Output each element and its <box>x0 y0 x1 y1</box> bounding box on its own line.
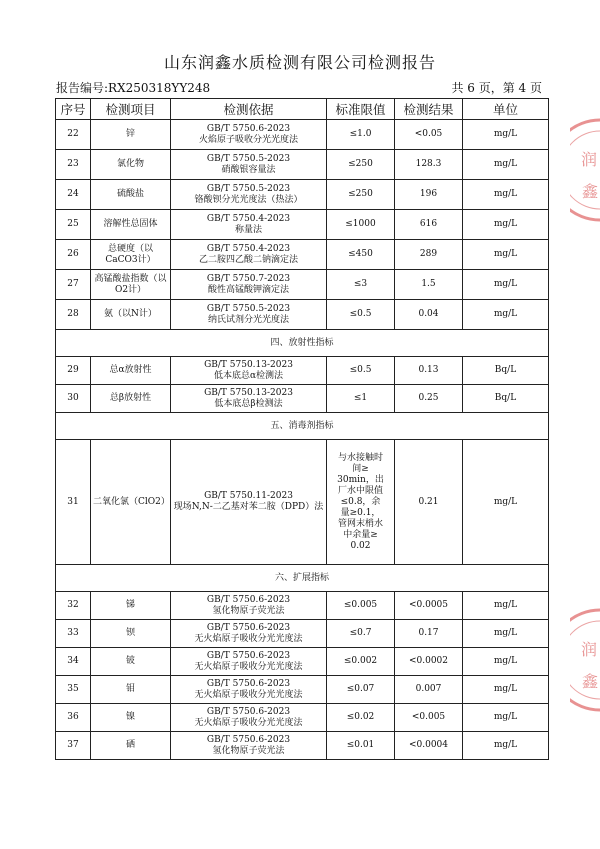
row-result: <0.0004 <box>395 732 463 760</box>
row-no: 23 <box>56 150 91 180</box>
section-disinfectant: 五、消毒剂指标 <box>56 413 549 440</box>
limit-line: 0.02 <box>350 540 371 551</box>
basis-standard: GB/T 5750.5-2023 <box>206 183 291 194</box>
row-unit: mg/L <box>463 240 549 270</box>
row-unit: mg/L <box>463 648 549 676</box>
basis-standard: GB/T 5750.6-2023 <box>206 594 291 605</box>
table-row <box>56 648 549 676</box>
row-unit: Bq/L <box>463 357 549 385</box>
row-no: 22 <box>56 120 91 150</box>
basis-standard: GB/T 5750.6-2023 <box>206 622 291 633</box>
row-limit: ≤3 <box>327 270 395 300</box>
row-basis <box>171 120 327 150</box>
table-row <box>56 592 549 620</box>
row-item: 硒 <box>91 732 171 760</box>
basis-method: 低本底总α检测法 <box>213 370 284 381</box>
header-no: 序号 <box>56 99 91 120</box>
basis-standard: GB/T 5750.4-2023 <box>206 243 291 254</box>
row-no: 24 <box>56 180 91 210</box>
row-unit: Bq/L <box>463 385 549 413</box>
row-item: 总硬度（以CaCO3计） <box>91 240 171 270</box>
table-row <box>56 210 549 240</box>
row-limit: ≤0.002 <box>327 648 395 676</box>
basis-standard: GB/T 5750.4-2023 <box>206 213 291 224</box>
section-extended: 六、扩展指标 <box>56 565 549 592</box>
svg-text:鑫: 鑫 <box>582 672 599 691</box>
row-result: 0.007 <box>395 676 463 704</box>
basis-method: 酸性高锰酸钾滴定法 <box>207 284 289 295</box>
svg-text:鑫: 鑫 <box>582 182 599 201</box>
basis-method: 纳氏试剂分光光度法 <box>207 314 289 325</box>
row-no: 27 <box>56 270 91 300</box>
basis-method: 氢化物原子荧光法 <box>212 745 285 756</box>
row-limit: ≤0.02 <box>327 704 395 732</box>
limit-line: ≤0.8，余 <box>340 496 381 507</box>
row-item: 总β放射性 <box>91 385 171 413</box>
basis-method: 无火焰原子吸收分光光度法 <box>194 661 303 672</box>
row-result: 0.13 <box>395 357 463 385</box>
row-limit: ≤0.5 <box>327 300 395 330</box>
row-limit: ≤0.01 <box>327 732 395 760</box>
basis-method: 低本底总β检测法 <box>214 398 283 409</box>
row-limit: ≤450 <box>327 240 395 270</box>
row-result: <0.0005 <box>395 592 463 620</box>
basis-standard: GB/T 5750.11-2023 <box>204 491 293 501</box>
row-item: 铍 <box>91 648 171 676</box>
row-basis <box>171 357 327 385</box>
limit-line: 30min，出 <box>337 474 384 485</box>
row-unit: mg/L <box>463 210 549 240</box>
row-item: 镍 <box>91 704 171 732</box>
table-row <box>56 150 549 180</box>
row-limit: ≤0.07 <box>327 676 395 704</box>
header-limit: 标准限值 <box>327 99 395 120</box>
basis-method: 无火焰原子吸收分光光度法 <box>194 689 303 700</box>
header-unit: 单位 <box>463 99 549 120</box>
row-item: 二氧化氯（ClO2） <box>91 440 171 565</box>
row-unit: mg/L <box>463 300 549 330</box>
basis-method: 称量法 <box>234 224 262 235</box>
row-unit: mg/L <box>463 592 549 620</box>
row-unit: mg/L <box>463 704 549 732</box>
row-basis <box>171 676 327 704</box>
limit-line: 中余量≥ <box>343 529 378 540</box>
section-row <box>56 330 549 357</box>
limit-line: 厂水中限值 <box>337 485 383 496</box>
row-unit: mg/L <box>463 440 549 565</box>
seal-stamp-upper <box>570 115 600 225</box>
row-item: 硫酸盐 <box>91 180 171 210</box>
row-unit: mg/L <box>463 676 549 704</box>
basis-standard: GB/T 5750.6-2023 <box>206 650 291 661</box>
limit-line: 管网末梢水 <box>337 518 383 529</box>
row-basis <box>171 648 327 676</box>
row-no: 26 <box>56 240 91 270</box>
basis-method: 现场N,N-二乙基对苯二胺（DPD）法 <box>173 502 324 512</box>
row-basis <box>171 210 327 240</box>
row-item: 钼 <box>91 676 171 704</box>
row-result: <0.005 <box>395 704 463 732</box>
row-basis <box>171 240 327 270</box>
page-info: 共 6 页，第 4 页 <box>451 81 542 95</box>
row-result: 616 <box>395 210 463 240</box>
table-header <box>56 99 549 120</box>
row-unit: mg/L <box>463 732 549 760</box>
table-row <box>56 240 549 270</box>
table-row <box>56 440 549 565</box>
row-limit: ≤0.005 <box>327 592 395 620</box>
row-no: 31 <box>56 440 91 565</box>
table-row <box>56 357 549 385</box>
row-basis <box>171 150 327 180</box>
row-no: 32 <box>56 592 91 620</box>
row-unit: mg/L <box>463 270 549 300</box>
row-result: 289 <box>395 240 463 270</box>
limit-line: 与水接触时 <box>337 452 383 463</box>
limit-line: 量≥0.1， <box>340 507 381 518</box>
header-basis: 检测依据 <box>171 99 327 120</box>
row-result: 0.21 <box>395 440 463 565</box>
limit-line: 间≥ <box>352 463 369 474</box>
table-row <box>56 385 549 413</box>
table-row <box>56 704 549 732</box>
svg-text:润: 润 <box>581 150 598 169</box>
row-basis <box>171 440 327 565</box>
row-limit: ≤1 <box>327 385 395 413</box>
basis-standard: GB/T 5750.6-2023 <box>206 734 291 745</box>
row-result: <0.0002 <box>395 648 463 676</box>
row-basis <box>171 300 327 330</box>
table-row <box>56 120 549 150</box>
row-no: 28 <box>56 300 91 330</box>
row-no: 34 <box>56 648 91 676</box>
row-basis <box>171 385 327 413</box>
row-result: 0.04 <box>395 300 463 330</box>
row-result: 128.3 <box>395 150 463 180</box>
basis-method: 无火焰原子吸收分光光度法 <box>194 633 303 644</box>
row-basis <box>171 620 327 648</box>
row-result: 0.17 <box>395 620 463 648</box>
row-result: 196 <box>395 180 463 210</box>
section-row <box>56 413 549 440</box>
row-item: 钡 <box>91 620 171 648</box>
row-basis <box>171 270 327 300</box>
row-item: 总α放射性 <box>91 357 171 385</box>
row-limit: ≤1.0 <box>327 120 395 150</box>
row-limit: ≤250 <box>327 150 395 180</box>
row-unit: mg/L <box>463 120 549 150</box>
row-result: <0.05 <box>395 120 463 150</box>
row-no: 29 <box>56 357 91 385</box>
row-no: 25 <box>56 210 91 240</box>
row-item: 高锰酸盐指数（以O2计） <box>91 270 171 300</box>
row-basis <box>171 592 327 620</box>
row-basis <box>171 704 327 732</box>
section-row <box>56 565 549 592</box>
table-row <box>56 732 549 760</box>
basis-standard: GB/T 5750.6-2023 <box>206 123 291 134</box>
row-limit <box>327 440 395 565</box>
svg-text:润: 润 <box>581 640 598 659</box>
row-result: 0.25 <box>395 385 463 413</box>
row-no: 35 <box>56 676 91 704</box>
row-result: 1.5 <box>395 270 463 300</box>
basis-method: 硝酸银容量法 <box>221 164 276 175</box>
row-unit: mg/L <box>463 620 549 648</box>
row-basis <box>171 180 327 210</box>
header-result: 检测结果 <box>395 99 463 120</box>
row-unit: mg/L <box>463 180 549 210</box>
row-item: 氨（以N计） <box>91 300 171 330</box>
table-row <box>56 180 549 210</box>
basis-method: 火焰原子吸收分光光度法 <box>198 134 298 145</box>
basis-standard: GB/T 5750.6-2023 <box>206 678 291 689</box>
basis-method: 氢化物原子荧光法 <box>212 605 285 616</box>
seal-stamp-lower <box>570 605 600 715</box>
results-table <box>55 98 549 760</box>
basis-standard: GB/T 5750.7-2023 <box>206 273 291 284</box>
row-item: 锌 <box>91 120 171 150</box>
row-limit: ≤0.7 <box>327 620 395 648</box>
row-unit: mg/L <box>463 150 549 180</box>
basis-standard: GB/T 5750.13-2023 <box>204 387 293 398</box>
table-row <box>56 270 549 300</box>
basis-standard: GB/T 5750.5-2023 <box>206 153 291 164</box>
table-row <box>56 620 549 648</box>
row-basis <box>171 732 327 760</box>
section-radioactivity: 四、放射性指标 <box>56 330 549 357</box>
basis-standard: GB/T 5750.5-2023 <box>206 303 291 314</box>
header-item: 检测项目 <box>91 99 171 120</box>
row-limit: ≤0.5 <box>327 357 395 385</box>
row-limit: ≤1000 <box>327 210 395 240</box>
row-no: 33 <box>56 620 91 648</box>
basis-standard: GB/T 5750.6-2023 <box>206 706 291 717</box>
report-title: 山东润鑫水质检测有限公司检测报告 <box>163 53 436 72</box>
row-no: 36 <box>56 704 91 732</box>
basis-standard: GB/T 5750.13-2023 <box>204 359 293 370</box>
report-number: 报告编号:RX250318YY248 <box>56 81 211 95</box>
row-item: 锑 <box>91 592 171 620</box>
row-no: 37 <box>56 732 91 760</box>
table-row <box>56 676 549 704</box>
table-row <box>56 300 549 330</box>
row-item: 氯化物 <box>91 150 171 180</box>
row-item: 溶解性总固体 <box>91 210 171 240</box>
basis-method: 乙二胺四乙酸二钠滴定法 <box>198 254 298 265</box>
row-no: 30 <box>56 385 91 413</box>
basis-method: 无火焰原子吸收分光光度法 <box>194 717 303 728</box>
basis-method: 铬酸钡分光光度法（热法） <box>194 194 303 205</box>
row-limit: ≤250 <box>327 180 395 210</box>
